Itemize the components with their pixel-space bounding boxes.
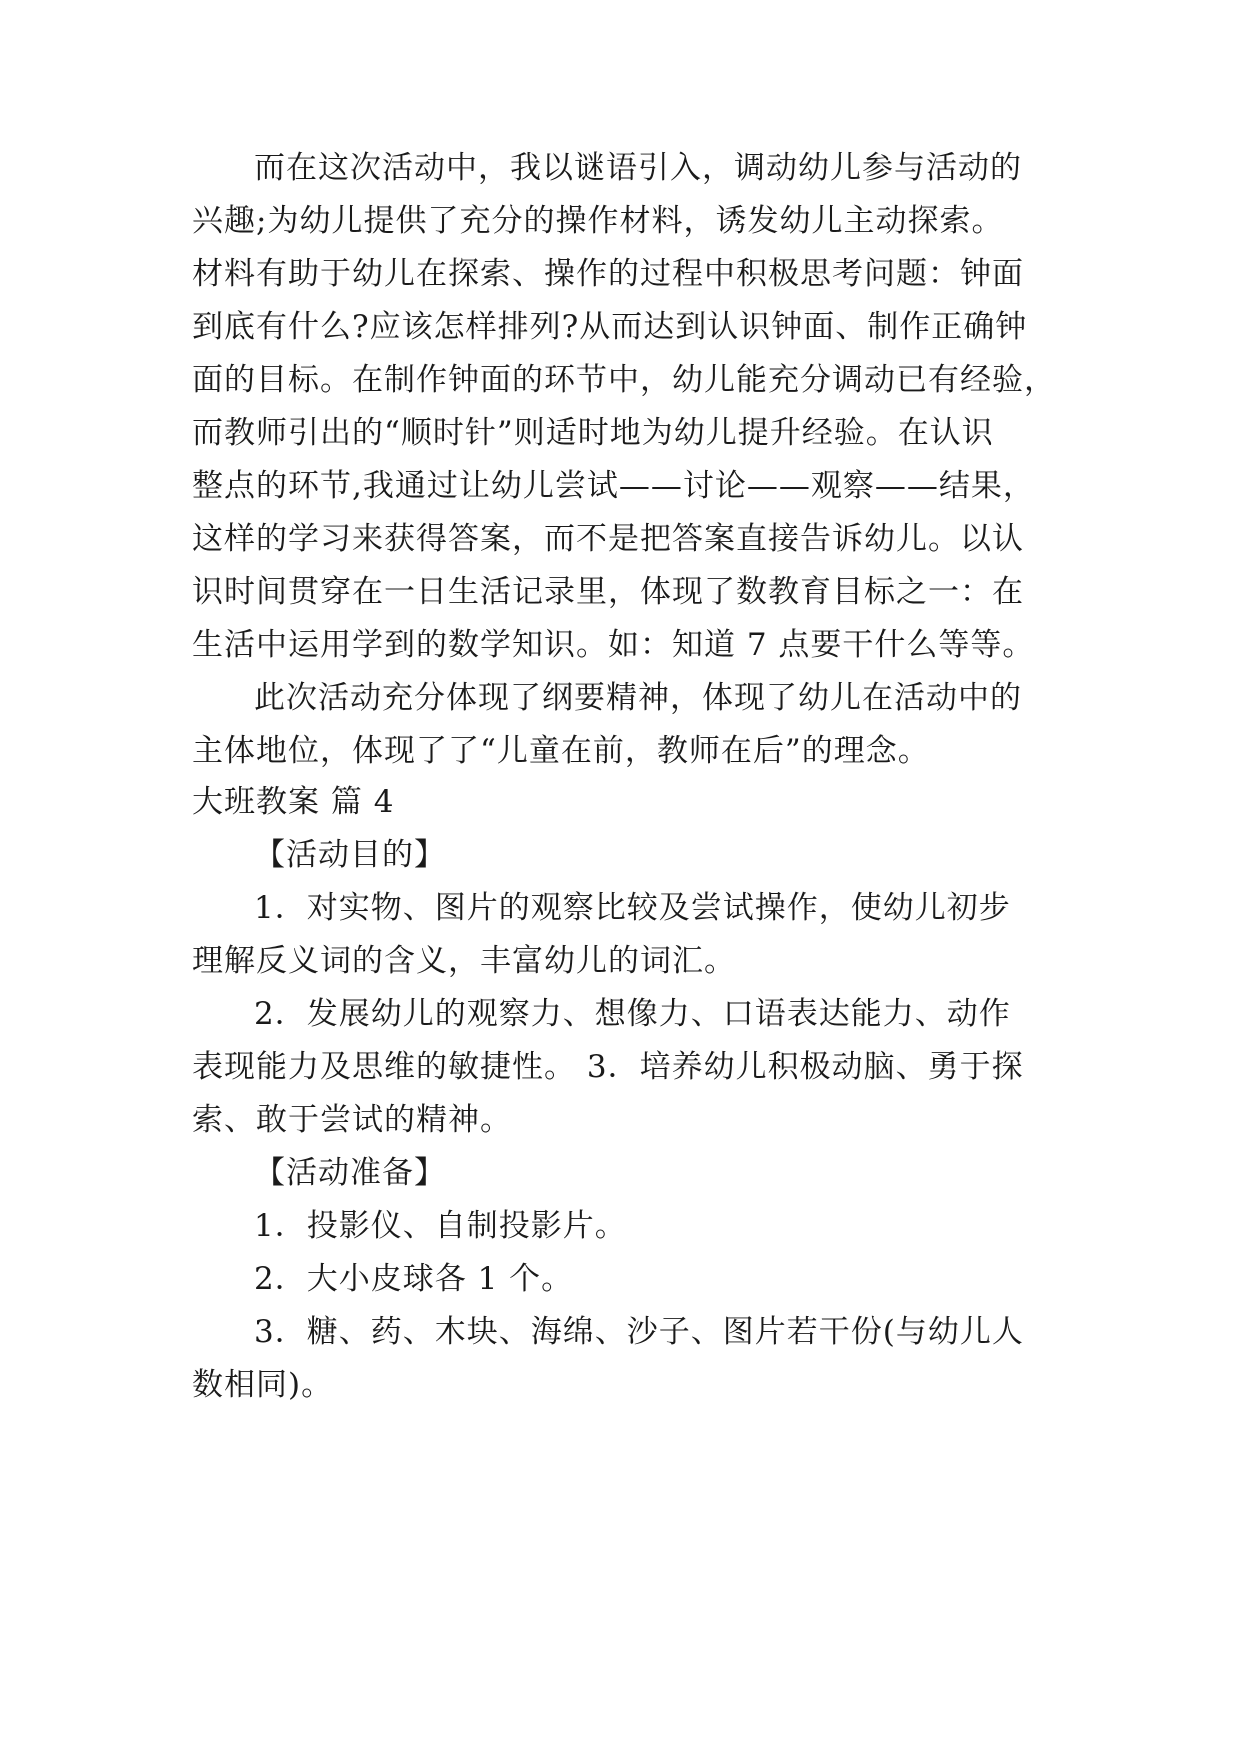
paragraph-line: 识时间贯穿在一日生活记录里，体现了数教育目标之一：在 [192, 574, 1024, 610]
list-item: 2．大小皮球各 1 个。 [254, 1261, 574, 1297]
paragraph-line: 整点的环节,我通过让幼儿尝试——讨论——观察——结果， [192, 468, 1035, 504]
paragraph-line: 主体地位，体现了了“儿童在前，教师在后”的理念。 [192, 733, 930, 769]
list-item: 1．对实物、图片的观察比较及尝试操作，使幼儿初步 [254, 890, 1011, 926]
list-item-continued: 索、敢于尝试的精神。 [192, 1102, 512, 1138]
paragraph-line: 材料有助于幼儿在探索、操作的过程中积极思考问题：钟面 [192, 256, 1024, 292]
list-item: 3．糖、药、木块、海绵、沙子、图片若干份(与幼儿人 [254, 1314, 1024, 1350]
list-item: 1．投影仪、自制投影片。 [254, 1208, 627, 1244]
list-item-continued: 数相同)。 [192, 1367, 334, 1403]
paragraph-line: 而教师引出的“顺时针”则适时地为幼儿提升经验。在认识 [192, 415, 994, 451]
paragraph-line: 到底有什么?应该怎样排列?从而达到认识钟面、制作正确钟 [192, 309, 1028, 345]
list-item-continued: 理解反义词的含义，丰富幼儿的词汇。 [192, 943, 736, 979]
section-heading: 大班教案 篇 4 [192, 784, 395, 820]
paragraph-line: 兴趣;为幼儿提供了充分的操作材料，诱发幼儿主动探索。 [192, 203, 1004, 239]
paragraph-line: 而在这次活动中，我以谜语引入，调动幼儿参与活动的 [254, 150, 1022, 186]
paragraph-line: 生活中运用学到的数学知识。如：知道 7 点要干什么等等。 [192, 627, 1035, 663]
list-item-continued: 表现能力及思维的敏捷性。 3．培养幼儿积极动脑、勇于探 [192, 1049, 1024, 1085]
subsection-heading: 【活动目的】 [254, 837, 446, 873]
paragraph-line: 此次活动充分体现了纲要精神，体现了幼儿在活动中的 [254, 680, 1022, 716]
paragraph-line: 这样的学习来获得答案，而不是把答案直接告诉幼儿。以认 [192, 521, 1024, 557]
paragraph-line: 面的目标。在制作钟面的环节中，幼儿能充分调动已有经验， [192, 362, 1056, 398]
list-item: 2．发展幼儿的观察力、想像力、口语表达能力、动作 [254, 996, 1011, 1032]
subsection-heading: 【活动准备】 [254, 1155, 446, 1191]
